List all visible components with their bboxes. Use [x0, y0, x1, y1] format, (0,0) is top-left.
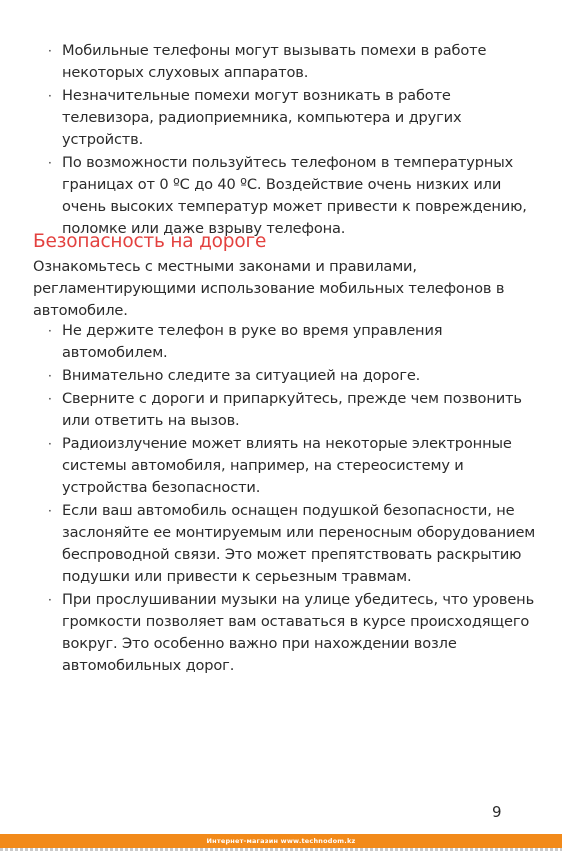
list-item-text: Незначительные помехи могут возникать в работе телевизора, радиоприемника, компьютера и других устройств. [62, 87, 462, 148]
bullet-marker: · [48, 504, 52, 518]
section-intro: Ознакомьтесь с местными законами и правилами, регламентирующими использование мобильных телефонов в автомобиле. [33, 258, 505, 319]
list-item [46, 365, 546, 387]
list-item-text: Не держите телефон в руке во время управления автомобилем. [62, 322, 443, 361]
list-item [46, 433, 546, 499]
list-item-text: При прослушивании музыки на улице убедитесь, что уровень громкости позволяет вам оставаться в курсе происходящего вокруг. Это особенно важно при нахождении возле автомобильных дорог. [62, 591, 535, 674]
road-safety-bullet-list [46, 320, 546, 677]
list-item-text: Сверните с дороги и припаркуйтесь, прежде чем позвонить или ответить на вызов. [62, 390, 522, 429]
page-number: 9 [492, 803, 502, 821]
section-title: Безопасность на дороге [33, 231, 267, 252]
bullet-marker: · [48, 156, 52, 170]
bullet-marker: · [48, 369, 52, 383]
bullet-marker: · [48, 593, 52, 607]
bullet-marker: · [48, 324, 52, 338]
list-item [46, 152, 546, 240]
list-item-text: Внимательно следите за ситуацией на дороге. [62, 367, 421, 384]
list-item [46, 388, 546, 432]
list-item [46, 320, 546, 364]
list-item [46, 500, 546, 588]
list-item-text: Радиоизлучение может влиять на некоторые электронные системы автомобиля, например, на стереосистему и устройства безопасности. [62, 435, 512, 496]
footer-banner [0, 834, 562, 848]
list-item [46, 85, 546, 151]
bullet-marker: · [48, 44, 52, 58]
list-item-text: Если ваш автомобиль оснащен подушкой безопасности, не заслоняйте ее монтируемым или переносным оборудованием беспроводной связи. Это может препятствовать раскрытию подушки или привести к серьезным травмам. [62, 502, 536, 585]
list-item [46, 40, 546, 84]
list-item-text: Мобильные телефоны могут вызывать помехи в работе некоторых слуховых аппаратов. [62, 42, 487, 81]
list-item-text: По возможности пользуйтесь телефоном в температурных границах от 0 ºC до 40 ºC. Воздействие очень низких или очень высоких температур может привести к повреждению, поломке или даже взрыву телефона. [62, 154, 527, 237]
list-item [46, 589, 546, 677]
footer-text: Интернет-магазин www.technodom.kz [206, 837, 356, 845]
top-bullet-list [46, 40, 546, 240]
bullet-marker: · [48, 89, 52, 103]
bullet-marker: · [48, 437, 52, 451]
bullet-marker: · [48, 392, 52, 406]
